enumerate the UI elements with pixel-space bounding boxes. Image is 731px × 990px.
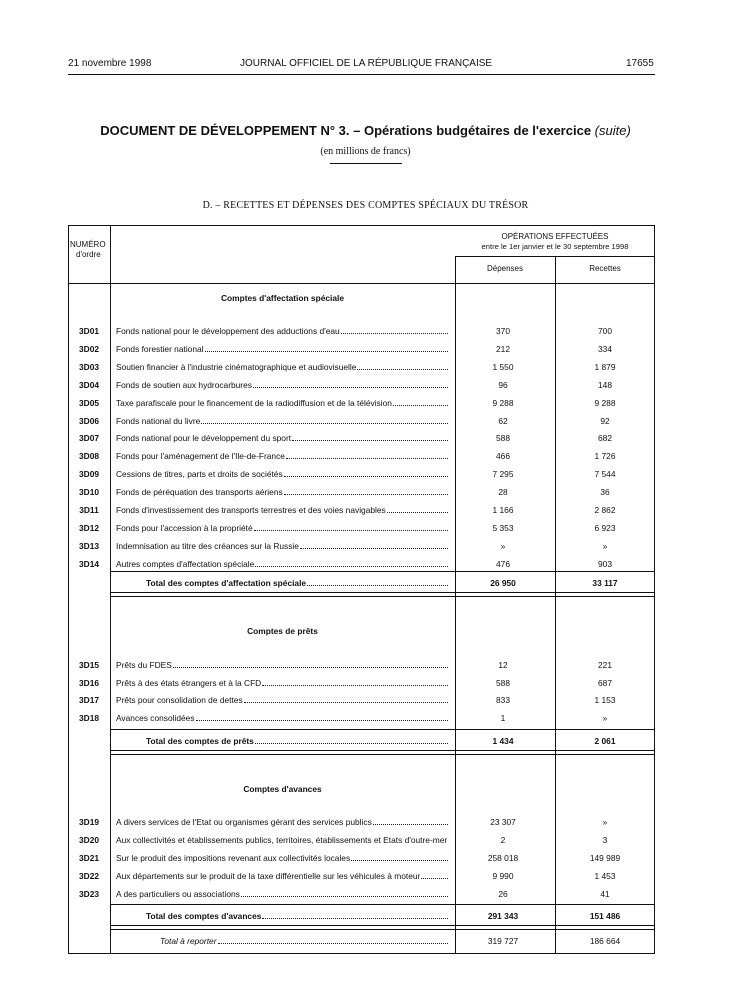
group-title: Comptes de prêts <box>247 626 318 636</box>
row-depenses: 833 <box>496 695 510 705</box>
row-label: Prêts pour consolidation de dettes <box>116 695 448 705</box>
row-label: Fonds d'investissement des transports terrestres et des voies navigables <box>116 505 448 515</box>
total-label: Total des comptes de prêts <box>146 736 448 746</box>
row-code: 3D01 <box>78 326 100 336</box>
row-label: Autres comptes d'affectation spéciale <box>116 559 448 569</box>
row-depenses: 1 550 <box>492 362 514 372</box>
col-header-numero: NUMÉRO <box>70 240 106 249</box>
row-label: Fonds de péréquation des transports aériens <box>116 487 448 497</box>
col-header-recettes: Recettes <box>589 264 621 273</box>
row-depenses: 258 018 <box>487 853 519 863</box>
row-recettes: 92 <box>600 416 610 426</box>
document-unit: (en millions de francs) <box>320 146 411 157</box>
row-recettes: 2 862 <box>594 505 616 515</box>
row-recettes: » <box>602 541 608 551</box>
row-depenses: 212 <box>496 344 510 354</box>
row-code: 3D06 <box>78 416 100 426</box>
row-recettes: 1 453 <box>594 871 616 881</box>
row-recettes: 687 <box>598 678 612 688</box>
total-depenses: 291 343 <box>487 911 519 921</box>
table-rule <box>110 571 655 572</box>
row-recettes: 903 <box>598 559 612 569</box>
row-code: 3D23 <box>78 889 100 899</box>
header-page-number: 17655 <box>626 58 654 69</box>
header-date: 21 novembre 1998 <box>68 58 152 69</box>
row-label: Fonds national pour le développement du sport <box>116 433 448 443</box>
col-header-operations: OPÉRATIONS EFFECTUÉES <box>501 232 609 241</box>
double-rule <box>110 750 655 755</box>
row-code: 3D13 <box>78 541 100 551</box>
row-label: Soutien financier à l'industrie cinématographique et audiovisuelle <box>116 362 448 372</box>
row-depenses: 476 <box>496 559 510 569</box>
row-depenses: 26 <box>498 889 508 899</box>
row-label: Prêts à des états étrangers et à la CFD <box>116 678 448 688</box>
row-depenses: 9 990 <box>492 871 514 881</box>
row-recettes: 700 <box>598 326 612 336</box>
col-header-ordre: d'ordre <box>76 250 101 259</box>
row-depenses: 588 <box>496 433 510 443</box>
header-journal-title: JOURNAL OFFICIEL DE LA RÉPUBLIQUE FRANÇAISE <box>240 58 493 69</box>
row-depenses: 12 <box>498 660 508 670</box>
total-recettes: 33 117 <box>592 578 618 588</box>
row-code: 3D11 <box>79 505 99 515</box>
row-label: Fonds pour l'aménagement de l'Ile-de-France <box>116 451 448 461</box>
row-depenses: 370 <box>496 326 510 336</box>
row-recettes: » <box>602 817 608 827</box>
row-recettes: 3 <box>602 835 608 845</box>
row-depenses: » <box>500 541 506 551</box>
group-title: Comptes d'affectation spéciale <box>221 293 344 303</box>
row-depenses: 28 <box>498 487 508 497</box>
header-rule <box>68 74 655 75</box>
row-depenses: 7 295 <box>492 469 514 479</box>
carry-depenses: 319 727 <box>487 936 519 946</box>
row-code: 3D09 <box>78 469 100 479</box>
row-depenses: 2 <box>500 835 506 845</box>
row-label: Taxe parafiscale pour le financement de la radiodiffusion et de la télévision <box>116 398 448 408</box>
row-code: 3D19 <box>78 817 100 827</box>
row-code: 3D15 <box>78 660 100 670</box>
row-code: 3D20 <box>78 835 100 845</box>
title-underline <box>330 163 402 164</box>
row-recettes: 1 153 <box>594 695 616 705</box>
row-depenses: 1 <box>500 713 506 723</box>
row-label: Sur le produit des impositions revenant aux collectivités locales <box>116 853 448 863</box>
row-recettes: 1 726 <box>594 451 616 461</box>
total-depenses: 26 950 <box>490 578 516 588</box>
row-recettes: 148 <box>598 380 612 390</box>
row-label: Aux départements sur le produit de la taxe différentielle sur les véhicules à moteur <box>116 871 448 881</box>
row-label: Fonds pour l'accession à la propriété <box>116 523 448 533</box>
row-label: Fonds de soutien aux hydrocarbures <box>116 380 448 390</box>
total-depenses: 1 434 <box>492 736 514 746</box>
row-recettes: 7 544 <box>594 469 616 479</box>
row-code: 3D07 <box>78 433 100 443</box>
row-label: A divers services de l'Etat ou organismes gérant des services publics <box>116 817 448 827</box>
row-code: 3D04 <box>78 380 100 390</box>
row-depenses: 23 307 <box>490 817 516 827</box>
total-label: Total des comptes d'affectation spéciale <box>146 578 448 588</box>
row-code: 3D03 <box>78 362 100 372</box>
table-rule <box>110 729 655 730</box>
row-label: Cessions de titres, parts et droits de sociétés <box>116 469 448 479</box>
row-code: 3D12 <box>78 523 100 533</box>
row-code: 3D22 <box>78 871 100 881</box>
row-depenses: 62 <box>498 416 508 426</box>
row-label: Fonds national pour le développement des adductions d'eau <box>116 326 448 336</box>
row-recettes: 41 <box>600 889 610 899</box>
row-depenses: 9 288 <box>492 398 514 408</box>
row-recettes: » <box>602 713 608 723</box>
group-title: Comptes d'avances <box>243 784 322 794</box>
row-label: Fonds forestier national <box>116 344 448 354</box>
row-label: Prêts du FDES <box>116 660 448 670</box>
row-code: 3D10 <box>78 487 100 497</box>
row-code: 3D17 <box>78 695 100 705</box>
row-recettes: 1 879 <box>594 362 616 372</box>
double-rule <box>110 925 655 930</box>
total-recettes: 2 061 <box>594 736 616 746</box>
row-recettes: 6 923 <box>594 523 616 533</box>
row-label: Avances consolidées <box>116 713 448 723</box>
row-code: 3D18 <box>78 713 100 723</box>
row-recettes: 36 <box>600 487 610 497</box>
row-label: Fonds national du livre <box>116 416 448 426</box>
section-title: D. – RECETTES ET DÉPENSES DES COMPTES SPÉCIAUX DU TRÉSOR <box>202 200 529 211</box>
row-recettes: 9 288 <box>594 398 616 408</box>
row-depenses: 1 166 <box>492 505 514 515</box>
table-rule <box>110 904 655 905</box>
row-depenses: 96 <box>498 380 508 390</box>
row-label: Indemnisation au titre des créances sur la Russie <box>116 541 448 551</box>
total-recettes: 151 486 <box>589 911 621 921</box>
row-recettes: 334 <box>598 344 612 354</box>
row-recettes: 149 989 <box>589 853 621 863</box>
row-code: 3D02 <box>78 344 100 354</box>
row-recettes: 221 <box>598 660 612 670</box>
document-title: DOCUMENT DE DÉVELOPPEMENT N° 3. – Opérations budgétaires de l'exercice (suite) <box>100 123 631 138</box>
table-rule <box>68 953 655 954</box>
row-code: 3D16 <box>78 678 100 688</box>
col-header-depenses: Dépenses <box>486 264 524 273</box>
row-code: 3D14 <box>78 559 100 569</box>
row-code: 3D05 <box>78 398 100 408</box>
row-code: 3D21 <box>78 853 100 863</box>
total-label: Total des comptes d'avances <box>146 911 448 921</box>
row-label: Aux collectivités et établissements publics, territoires, établissements et Etats d'outre-mer <box>116 835 448 845</box>
row-label: A des particuliers ou associations <box>116 889 448 899</box>
row-depenses: 5 353 <box>492 523 514 533</box>
col-header-period: entre le 1er janvier et le 30 septembre 1998 <box>481 242 629 251</box>
row-code: 3D08 <box>78 451 100 461</box>
carry-label: Total à reporter <box>160 936 448 946</box>
double-rule <box>110 592 655 597</box>
row-depenses: 466 <box>496 451 510 461</box>
row-depenses: 588 <box>496 678 510 688</box>
carry-recettes: 186 664 <box>589 936 621 946</box>
row-recettes: 682 <box>598 433 612 443</box>
